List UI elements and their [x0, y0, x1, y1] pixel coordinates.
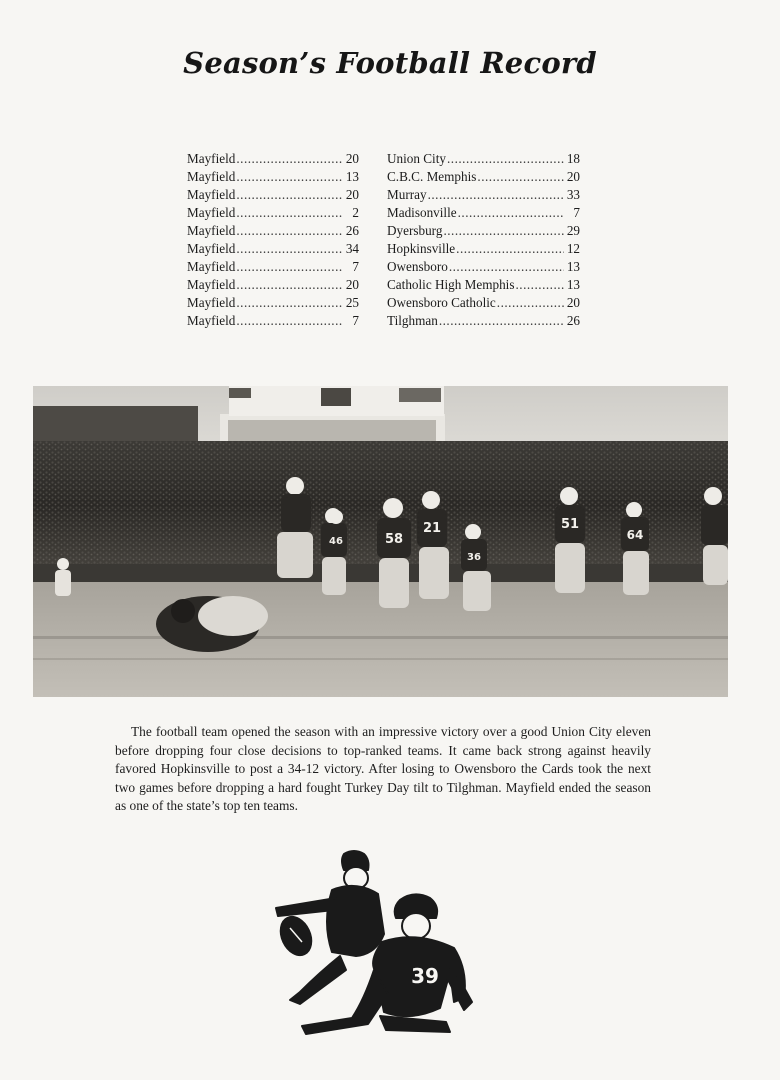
illustration-art — [262, 846, 492, 1036]
record-row — [387, 258, 580, 276]
team-name: Owensboro — [387, 259, 448, 274]
score: 26 — [566, 313, 580, 328]
record-row — [187, 222, 359, 240]
team-name: Mayfield — [187, 151, 236, 166]
stadium-wall — [33, 406, 198, 444]
game-photo-scene — [33, 386, 728, 697]
record-row — [387, 294, 580, 312]
team-name: Mayfield — [187, 241, 236, 256]
score: 20 — [345, 277, 359, 292]
dot-leader — [477, 168, 564, 186]
illustration-jersey-number: 39 — [411, 964, 439, 988]
score: 25 — [345, 295, 359, 310]
team-name: Hopkinsville — [387, 241, 456, 256]
score: 7 — [352, 313, 359, 328]
dot-leader — [458, 204, 564, 222]
team-name: Mayfield — [187, 277, 236, 292]
record-row — [387, 276, 580, 294]
score: 13 — [566, 277, 580, 292]
score: 2 — [352, 205, 359, 220]
record-row — [187, 276, 359, 294]
record-row — [187, 186, 359, 204]
football-icon — [275, 912, 317, 960]
team-name: Catholic High Memphis — [387, 277, 515, 292]
record-row — [387, 168, 580, 186]
dot-leader — [236, 294, 343, 312]
team-name: Mayfield — [187, 313, 236, 328]
record-row — [187, 204, 359, 222]
team-name: Owensboro Catholic — [387, 295, 496, 310]
team-name: Mayfield — [187, 223, 236, 238]
player-figure — [55, 558, 71, 596]
record-row — [187, 312, 359, 330]
dot-leader — [449, 258, 564, 276]
jersey-number: 36 — [467, 552, 481, 563]
dot-leader — [236, 276, 343, 294]
jersey-number: 51 — [560, 517, 580, 532]
dot-leader — [236, 186, 343, 204]
record-row — [187, 240, 359, 258]
score: 34 — [345, 241, 359, 256]
team-name: Mayfield — [187, 259, 236, 274]
score: 20 — [345, 151, 359, 166]
press-box — [220, 386, 445, 450]
dot-leader — [236, 150, 343, 168]
team-name: Mayfield — [187, 169, 236, 184]
record-row — [387, 150, 580, 168]
score: 12 — [566, 241, 580, 256]
dot-leader — [236, 222, 343, 240]
team-name: Dyersburg — [387, 223, 443, 238]
record-row — [387, 222, 580, 240]
record-row — [187, 150, 359, 168]
dot-leader — [497, 294, 564, 312]
record-row — [387, 204, 580, 222]
football-players-illustration — [262, 846, 492, 1036]
dot-leader — [443, 222, 564, 240]
record-row — [187, 294, 359, 312]
dot-leader — [456, 240, 564, 258]
record-row — [387, 186, 580, 204]
score: 29 — [566, 223, 580, 238]
score: 7 — [573, 205, 580, 220]
dot-leader — [236, 204, 343, 222]
dot-leader — [236, 312, 343, 330]
dot-leader — [236, 168, 343, 186]
jersey-number: 46 — [329, 536, 343, 547]
score: 7 — [352, 259, 359, 274]
opponent-scores-column — [387, 150, 580, 330]
score: 13 — [566, 259, 580, 274]
score: 18 — [566, 151, 580, 166]
game-photo — [33, 386, 728, 697]
team-name: C.B.C. Memphis — [387, 169, 477, 184]
score: 20 — [345, 187, 359, 202]
score: 33 — [566, 187, 580, 202]
team-name: Madisonville — [387, 205, 457, 220]
record-row — [187, 168, 359, 186]
dot-leader — [515, 276, 564, 294]
jersey-number: 21 — [422, 521, 442, 536]
record-row — [187, 258, 359, 276]
score: 26 — [345, 223, 359, 238]
team-name: Mayfield — [187, 187, 236, 202]
team-name: Mayfield — [187, 205, 236, 220]
team-name: Mayfield — [187, 295, 236, 310]
score: 20 — [566, 169, 580, 184]
record-row — [387, 240, 580, 258]
dot-leader — [428, 186, 564, 204]
dot-leader — [439, 312, 564, 330]
score: 20 — [566, 295, 580, 310]
page-title: Season’s Football Record — [183, 46, 597, 80]
dot-leader — [447, 150, 564, 168]
record-row — [387, 312, 580, 330]
team-name: Union City — [387, 151, 446, 166]
team-name: Tilghman — [387, 313, 438, 328]
photo-caption: The football team opened the season with an impressive victory over a good Union City eleven before dropping four close decisions to top-ranked teams. It came back strong against heavily favored Hopkinsville to post a 34-12 victory. After losing to Owensboro the Cards took the next two games before dropping a hard fought Turkey Day tilt to Tilghman. Mayfield ended the season as one of the state’s top ten teams. — [115, 724, 651, 814]
dot-leader — [236, 258, 343, 276]
team-name: Murray — [387, 187, 427, 202]
score: 13 — [345, 169, 359, 184]
dot-leader — [236, 240, 343, 258]
mayfield-scores-column — [187, 150, 359, 330]
jersey-number: 58 — [384, 532, 404, 547]
jersey-number: 64 — [626, 528, 644, 542]
